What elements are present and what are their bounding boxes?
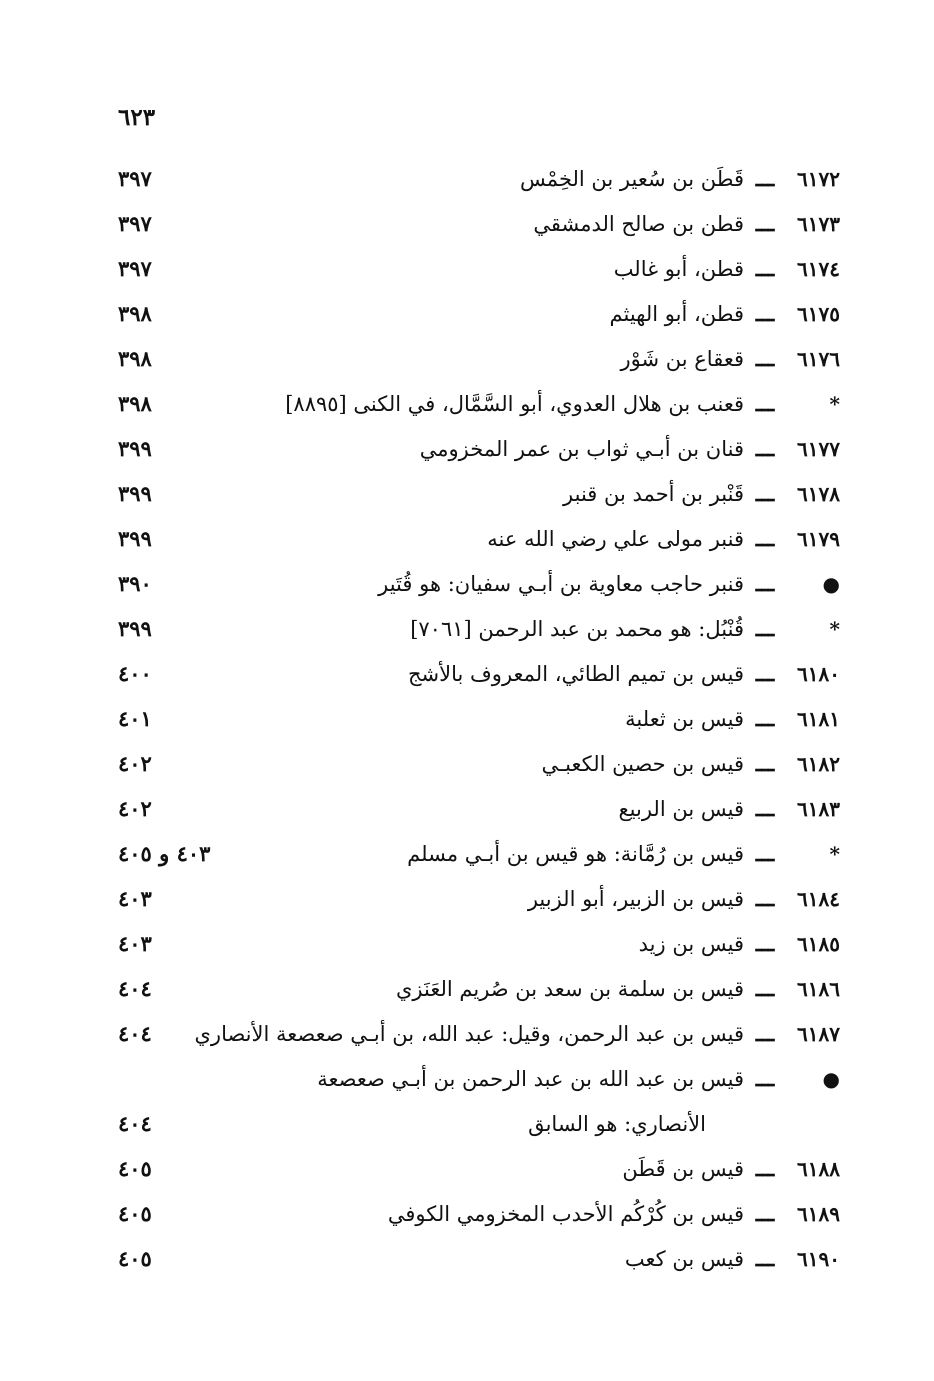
entry-title: قعنب بن هلال العدوي، أبو السَّمَّال، في الكنى [٨٨٩٥] — [285, 392, 744, 416]
entry-page: ٣٩٧ — [118, 166, 152, 191]
entry-page: ٣٩٩ — [118, 436, 152, 461]
index-entry — [0, 1149, 934, 1189]
index-entry — [0, 249, 934, 289]
entry-dash: ـــ — [755, 751, 775, 776]
index-entry — [0, 474, 934, 514]
entry-number: ٦١٧٦ — [797, 347, 840, 371]
entry-page: ٣٩٨ — [118, 346, 152, 371]
entry-title: قيس بن عبد الله بن عبد الرحمن بن أبـي صعصعة — [317, 1067, 744, 1091]
entry-page: ٣٩٩ — [118, 481, 152, 506]
index-entry — [0, 519, 934, 559]
entry-dash: ـــ — [755, 931, 775, 956]
entry-title: قيس بن كُرْكُم الأحدب المخزومي الكوفي — [387, 1202, 744, 1226]
index-entry — [0, 1059, 934, 1099]
index-entry — [0, 699, 934, 739]
entry-dash: ـــ — [755, 661, 775, 686]
entry-page: ٤٠٥ — [118, 1201, 152, 1226]
entry-page: ٤٠٢ — [118, 751, 152, 776]
entry-dash: ـــ — [755, 1201, 775, 1226]
index-entry — [0, 1194, 934, 1234]
entry-dash: ـــ — [755, 301, 775, 326]
entry-number: ٦١٧٣ — [797, 212, 840, 236]
index-entry — [0, 969, 934, 1009]
entry-dash: ـــ — [755, 571, 775, 596]
entry-dash: ـــ — [755, 166, 775, 191]
entry-title: قنبر مولى علي رضي الله عنه — [487, 527, 744, 551]
entry-dash: ـــ — [755, 1021, 775, 1046]
entry-number: ٦١٨٣ — [797, 797, 840, 821]
entry-number: ٦١٧٤ — [797, 257, 840, 281]
index-entry — [0, 564, 934, 604]
entry-dash: ـــ — [755, 391, 775, 416]
entry-title: قَنْبر بن أحمد بن قنبر — [563, 482, 744, 506]
entry-title: قيس بن كعب — [624, 1247, 744, 1271]
entry-dash: ـــ — [755, 256, 775, 281]
entry-title: قيس بن حصين الكعبـي — [541, 752, 744, 776]
entry-title: قيس بن عبد الرحمن، وقيل: عبد الله، بن أبـي صعصعة الأنصاري — [194, 1022, 744, 1046]
asterisk-marker: * — [829, 842, 840, 866]
index-entry — [0, 1239, 934, 1279]
entry-page: ٣٩٧ — [118, 256, 152, 281]
entry-dash: ـــ — [755, 841, 775, 866]
entry-dash: ـــ — [755, 616, 775, 641]
entry-title: قنان بن أبـي ثواب بن عمر المخزومي — [419, 437, 744, 461]
index-entry — [0, 429, 934, 469]
page-number: ٦٢٣ — [118, 104, 156, 131]
index-entry — [0, 744, 934, 784]
index-entry — [0, 159, 934, 199]
entry-title: قَطَن بن سُعير بن الخِمْس — [520, 167, 744, 191]
entry-page: ٤٠٤ — [118, 1111, 152, 1136]
entry-number: ٦١٨٤ — [797, 887, 840, 911]
index-entry-continuation — [0, 1104, 934, 1144]
entry-dash: ـــ — [755, 526, 775, 551]
index-entry — [0, 384, 934, 424]
entry-number: ٦١٨٩ — [797, 1202, 840, 1226]
entry-number: ٦١٨٦ — [797, 977, 840, 1001]
entry-title: قيس بن قَطَن — [622, 1157, 744, 1181]
asterisk-marker: * — [829, 392, 840, 416]
entry-title: الأنصاري: هو السابق — [528, 1112, 706, 1136]
entry-number: ٦١٨٢ — [797, 752, 840, 776]
entry-title: قطن، أبو الهيثم — [609, 302, 744, 326]
entry-title: قُنْبُل: هو محمد بن عبد الرحمن [٧٠٦١] — [410, 617, 744, 641]
entry-title: قيس بن الزبير، أبو الزبير — [527, 887, 744, 911]
entry-dash: ـــ — [755, 886, 775, 911]
entry-page: ٤٠٢ — [118, 796, 152, 821]
index-entry — [0, 339, 934, 379]
index-entry — [0, 924, 934, 964]
entry-number: ٦١٩٠ — [797, 1247, 840, 1271]
entry-page: ٣٩٧ — [118, 211, 152, 236]
entry-number: ٦١٨١ — [797, 707, 840, 731]
asterisk-marker: * — [829, 617, 840, 641]
entry-title: قيس بن زيد — [638, 932, 744, 956]
entry-page: ٤٠٥ — [118, 1246, 152, 1271]
entry-page: ٤٠٠ — [118, 661, 152, 686]
entry-page: ٣٩٨ — [118, 301, 152, 326]
entry-page: ٤٠١ — [118, 706, 152, 731]
entry-dash: ـــ — [755, 706, 775, 731]
entry-page: ٣٩٩ — [118, 616, 152, 641]
entry-title: قيس بن الربيع — [618, 797, 744, 821]
entry-dash: ـــ — [755, 1066, 775, 1091]
entry-title: قيس بن تميم الطائي، المعروف بالأشج — [407, 662, 744, 686]
entry-title: قيس بن رُمَّانة: هو قيس بن أبـي مسلم — [407, 842, 744, 866]
entry-title: قطن بن صالح الدمشقي — [533, 212, 744, 236]
entry-page: ٤٠٥ — [118, 1156, 152, 1181]
entry-dash: ـــ — [755, 976, 775, 1001]
index-entry — [0, 834, 934, 874]
entry-dash: ـــ — [755, 481, 775, 506]
entry-page: ٤٠٤ — [118, 1021, 152, 1046]
index-entry — [0, 294, 934, 334]
entry-number: ٦١٧٥ — [797, 302, 840, 326]
entry-number: ٦١٨٠ — [797, 662, 840, 686]
entry-title: قطن، أبو غالب — [613, 257, 744, 281]
entry-dash: ـــ — [755, 1246, 775, 1271]
entry-number: ٦١٨٨ — [797, 1157, 840, 1181]
entry-page: ٤٠٤ — [118, 976, 152, 1001]
entry-dash: ـــ — [755, 1156, 775, 1181]
index-entry — [0, 204, 934, 244]
entry-page: ٣٩٩ — [118, 526, 152, 551]
entry-number: ٦١٧٩ — [797, 527, 840, 551]
entry-title: قعقاع بن شَوْر — [620, 347, 744, 371]
entry-title: قيس بن ثعلبة — [625, 707, 744, 731]
entry-number: ٦١٨٧ — [797, 1022, 840, 1046]
entry-page: ٤٠٣ و ٤٠٥ — [118, 841, 211, 866]
index-entry — [0, 879, 934, 919]
index-entry — [0, 789, 934, 829]
entry-dash: ـــ — [755, 346, 775, 371]
entry-number: ٦١٧٧ — [797, 437, 840, 461]
entry-number: ٦١٨٥ — [797, 932, 840, 956]
index-entry — [0, 654, 934, 694]
entry-number: ٦١٧٨ — [797, 482, 840, 506]
bullet-marker: ● — [822, 1067, 840, 1091]
entry-number: ٦١٧٢ — [797, 167, 840, 191]
entry-title: قيس بن سلمة بن سعد بن صُريم العَنَزي — [395, 977, 744, 1001]
entry-title: قنبر حاجب معاوية بن أبـي سفيان: هو قُتَير — [378, 572, 744, 596]
entry-page: ٤٠٣ — [118, 886, 152, 911]
entry-dash: ـــ — [755, 436, 775, 461]
entry-page: ٣٩٨ — [118, 391, 152, 416]
entry-dash: ـــ — [755, 211, 775, 236]
entry-page: ٣٩٠ — [118, 571, 152, 596]
entry-page: ٤٠٣ — [118, 931, 152, 956]
entry-dash: ـــ — [755, 796, 775, 821]
index-entry — [0, 609, 934, 649]
bullet-marker: ● — [822, 572, 840, 596]
index-entry — [0, 1014, 934, 1054]
